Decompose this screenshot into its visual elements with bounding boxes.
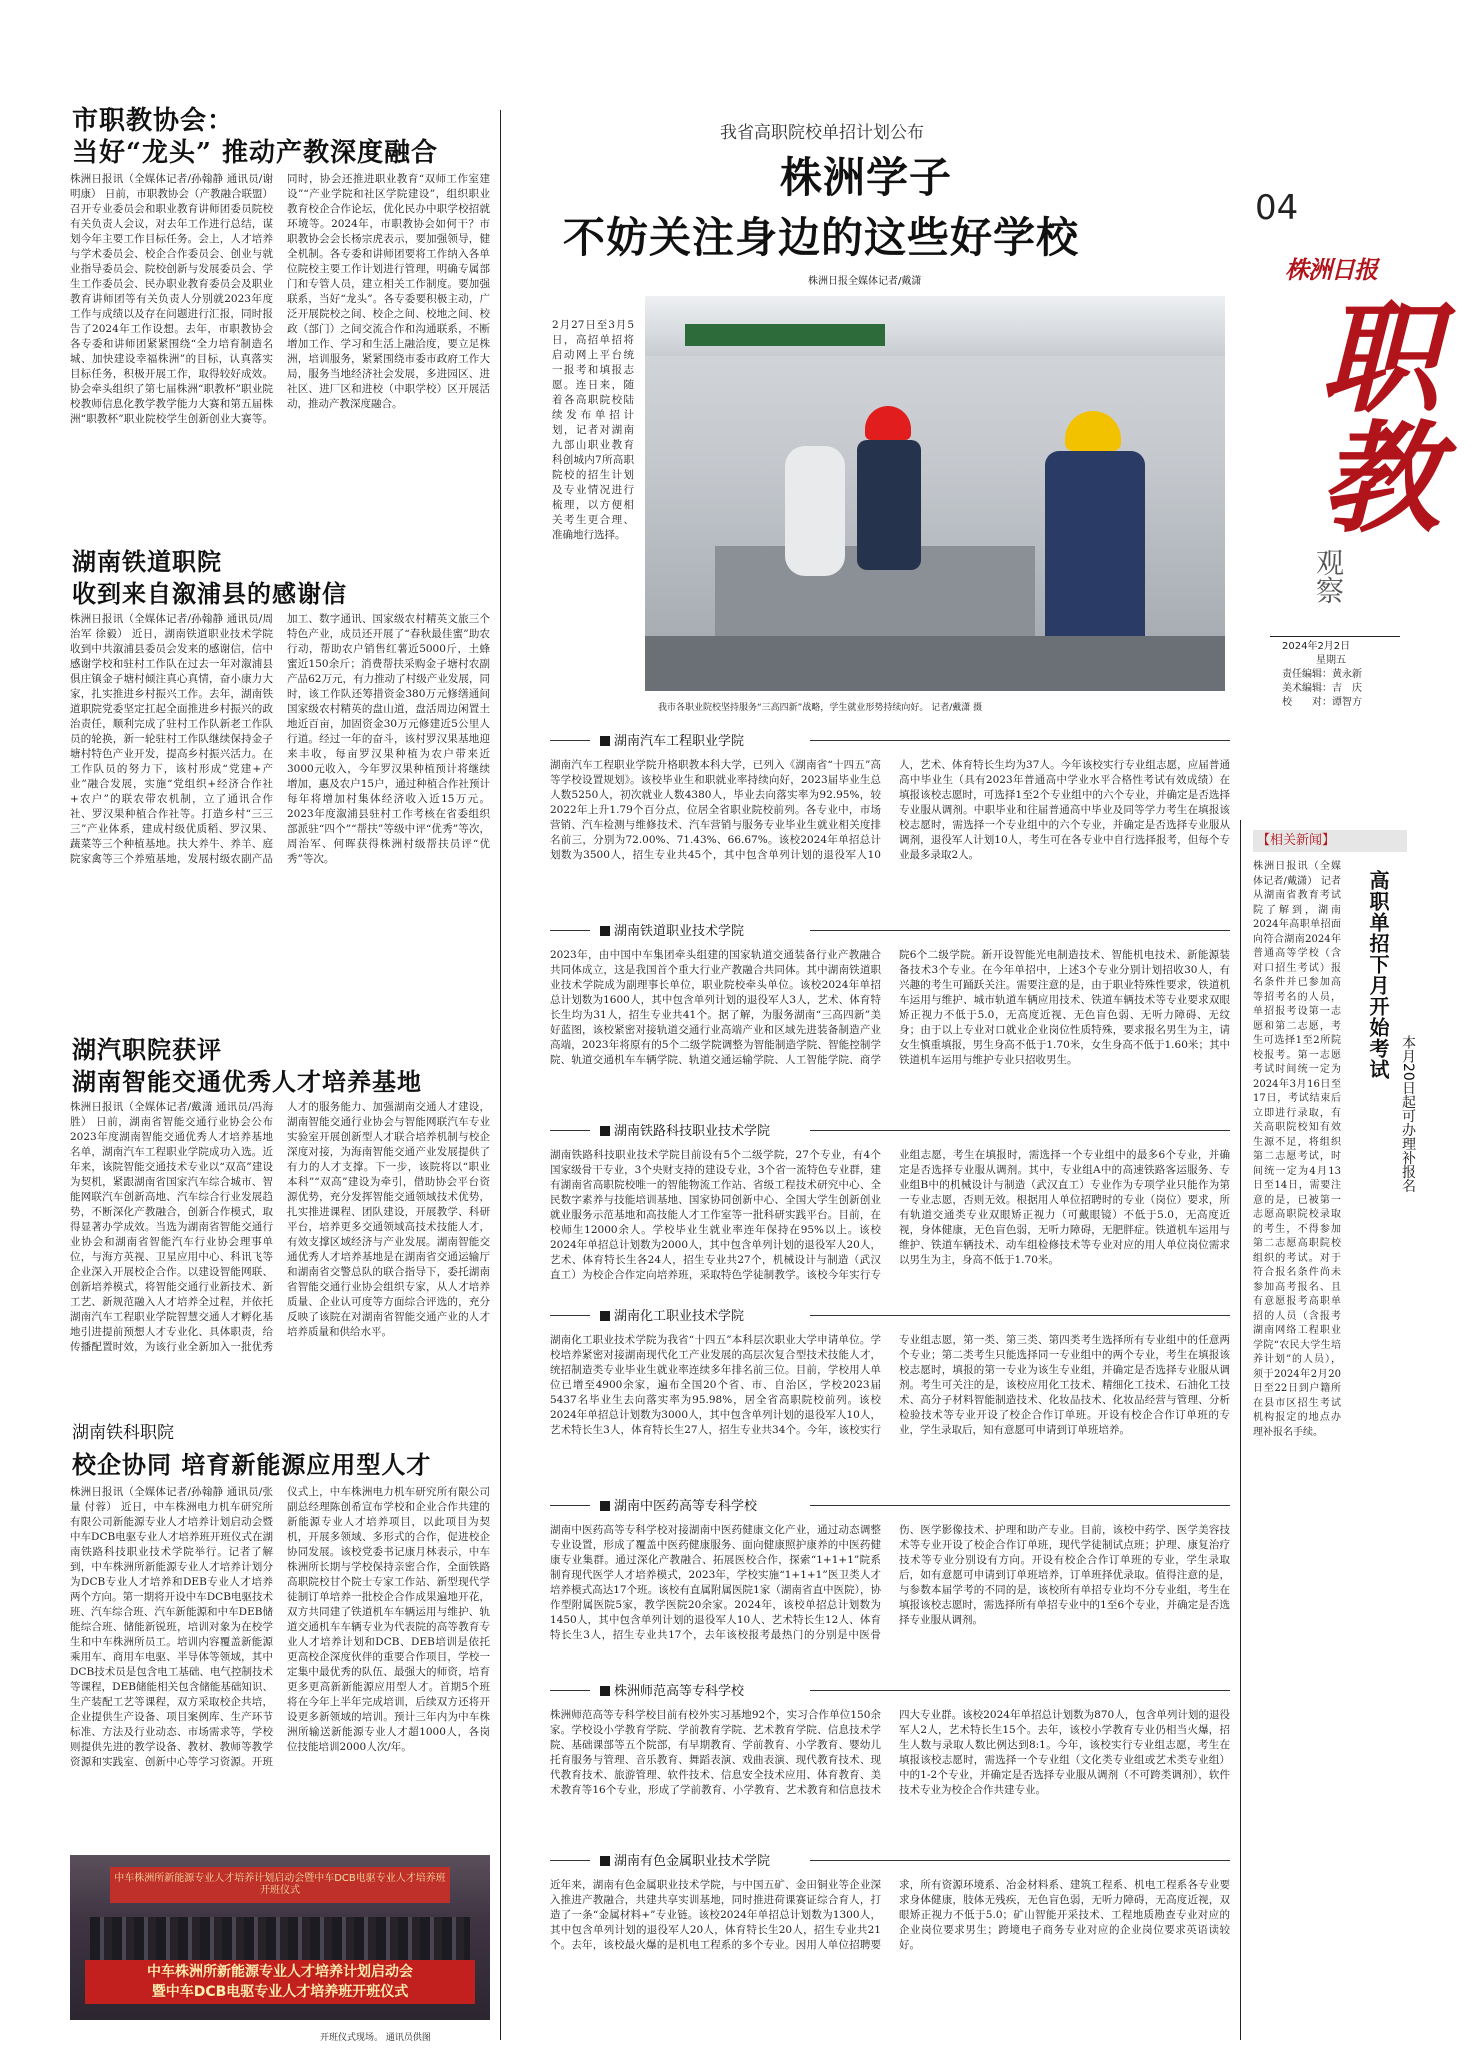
section-title: 湖南汽车工程职业学院: [614, 734, 745, 749]
main-title-line1: 株洲学子: [780, 153, 953, 202]
photo-banner-bottom: [85, 1960, 475, 2004]
section-rule-right: [810, 1315, 1230, 1316]
photo-banner-top: [110, 1867, 450, 1903]
photo-worker1-helmet: [865, 406, 911, 440]
section-body: 湖南化工职业技术学院为我省“十四五”本科层次职业大学申请单位。学校培养紧密对接湖南现代化工产业发展的高层次复合型技术技能人才，统招制造类专业毕业生就业率连续多年排名前三位。目前，学校用人单位已增至4900余家，遍布全国20个省、市、自治区，学校2023届5437名毕业生去向落实率为95.98%，居全省高职院校前列。该校2024年单招总计划数为3000人，其中包含单列计划的退役军人10人，艺术特长生3人，体育特长生27人，招生专业共34个。今年，该校实行专业组志愿，第一类、第三类、第四类考生选择所有专业组中的任意两个专业；第二类考生只能选择同一专业组中的两个专业，考生在填报该校志愿时，填报的第一专业为该生专业组，并确定是否选择专业服从调剂。考生可关注的是，该校应用化工技术、精细化工技术、石油化工技术、高分子材料智能制造技术、化妆品技术、化妆品经营与管理、分析检验技术等专业开设了校企合作订单班。开设有校企合作订单班的专业，学生录取后，知有意愿可申请到订单班培养。: [550, 1334, 1230, 1436]
section-title: 湖南铁道职业技术学院: [614, 924, 745, 939]
section-body: 湖南中医药高等专科学校对接湖南中医药健康文化产业，通过动态调整专业设置，形成了覆盖中医药健康服务、面向健康照护康养的中医药健康专业集群。通过深化产教融合、拓展医校合作，探索“1+1+1”院系制育现代医学人才培养模式，2023年，学校实施“1+1+1”医卫类人才培养模式高达17个班。该校有直属附属医院1家（湖南省直中医院），协作型附属医院5家，教学医院20余家。2024年，该校单招总计划数为1450人，其中包含单列计划的退役军人10人、艺术特长生12人、体育特长生3人，招生专业共17个，去年该校报考最热门的分别是中医骨伤、医学影像技术、护理和助产专业。目前，该校中药学、医学美容技术等专业开设了校企合作订单班，现代学徒制试点班；护理、康复治疗技术等专业分别设有方向。开设有校企合作订单班的专业，学生录取后，如有意愿可申请到订单班培养，订单班择优录取。值得注意的是，与参数本届学考的不同的是，该校所有单招专业均不分专业组，考生在填报该校志愿时，需选择所有单招专业中的1至6个专业，并确定是否选择专业服从调剂。: [550, 1524, 1230, 1641]
section-body: 近年来，湖南有色金属职业技术学院，与中国五矿、金田铜业等企业深入推进产教融合，共建共享实训基地，同时推进荷课赛证综合育人，打造了一条“金属材料+”专业链。该校2024年单招总计划数为1300人，其中包含单列计划的退役军人20人，体育特长生20人，招生专业共21个。去年，该校最火爆的是机电工程系的多个专业。因用人单位招聘要求，所有资源环境系、冶金材料系、建筑工程系、机电工程系各专业要求身体健康，肢体无残疾，无色盲色弱，无听力障碍，无高度近视，双眼矫正视力不低于5.0；矿山智能开采技术、工程地质勘查专业对应的企业岗位要求男生；跨境电子商务专业对应的企业岗位要求英语读较好。: [550, 1879, 1230, 1951]
ceremony-photo: [70, 1855, 490, 2020]
masthead-date: 2024年2月2日: [1282, 641, 1351, 652]
section-rule-right: [810, 1130, 1230, 1131]
main-photo: [645, 296, 1225, 691]
sidebar-title: 高职单招下月开始考试: [1366, 870, 1390, 1080]
story4-title: 校企协同 培育新能源应用型人才: [72, 1450, 432, 1479]
section-body: 湖南铁路科技职业技术学院目前设有5个二级学院，27个专业，有4个国家级骨干专业，3个央财支持的建设专业，3个省一流特色专业群，建有湖南省高职院校唯一的智能物流工作站、省级工程技术研究中心、全民数字素养与技能培训基地、国家协同创新中心、全国大学生创新创业就业服务示范基地和高技能人才工作室等一批科研实践平台。目前，在校师生12000余人。学校毕业生就业率连年保持在95%以上。该校2024年单招总计划数为2000人，其中包含单列计划的退役军人20人，艺术、体育特长生各24人，招生专业共27个，机械设计与制造（武汉直工）为校企合作定向培养班，采取特色学徒制教学。该校今年实行专业组志愿，考生在填报时，需选择一个专业组中的最多6个专业，并确定是否选择专业服从调剂。其中，专业组A中的高速铁路客运服务、专业组B中的机械设计与制造（武汉直工）专业作为专项学业只能作为第一专业志愿，否则无效。根据用人单位招聘时的专业（岗位）要求，所有轨道交通类专业双眼矫正视力（可戴眼镜）不低于5.0，无高度近视，身体健康，无色盲色弱，无听力障碍，无肥胖症。铁道机车运用与维护、铁道车辆技术、动车组检修技术等专业对应的用人单位岗位需求以男生为主，身高不低于1.70米。: [550, 1149, 1230, 1281]
masthead-weekday: 星期五: [1316, 655, 1346, 666]
section-header: [550, 920, 1230, 940]
section-marker-icon: [600, 926, 610, 936]
photo-banner-bottom-line2: 暨中车DCB电驱专业人才培养班开班仪式: [151, 1984, 409, 2000]
section-rule-right: [810, 740, 1230, 741]
main-sections: [550, 720, 1230, 2050]
photo-robot-arm: [785, 446, 845, 576]
main-title-line2: 不妨关注身边的这些好学校: [563, 213, 1080, 262]
story2-title-line1: 湖南铁道职院: [72, 547, 222, 576]
section-title: 湖南中医药高等专科学校: [614, 1499, 758, 1514]
section-rule-right: [810, 1690, 1230, 1691]
photo-banner-top-text: 中车株洲所新能源专业人才培养计划启动会暨中车DCB电驱专业人才培养班开班仪式: [114, 1873, 446, 1896]
story3-title-line1: 湖汽职院获评: [72, 1035, 222, 1064]
section-rule-right: [810, 1860, 1230, 1861]
masthead-info: [1282, 640, 1362, 710]
masthead-proofreader: 校 对：谭智方: [1282, 697, 1362, 708]
photo-worker2-helmet: [1065, 411, 1121, 451]
photo-floor: [645, 636, 1225, 691]
section-marker-icon: [600, 1126, 610, 1136]
section-name: 职教: [1300, 295, 1441, 535]
masthead-designer: 美术编辑：吉 庆: [1282, 683, 1362, 694]
sidebar-body: 株洲日报讯（全媒体记者/戴潇） 记者从湖南省教育考试院了解到，湖南2024年高职单招面向符合湖南2024年普通高等学校（含对口招生考试）报名条件并已参加高等招考名的人员，单招报考设第一志愿和第二志愿，考生可选择1至2所院校报考。第一志愿考试时间统一定为2024年3月16日至17日，考试结束后立即进行录取，有关高职院校知有效生源不足，将组织第二志愿考试，时间统一定为4月13日至14日，需要注意的是，已被第一志愿高职院校录取的考生，不得参加第二志愿高职院校组织的考试。对于符合报名条件尚未参加高考报名、且有意愿报考高职单招的人员（含报考湖南网络工程职业学院“农民大学生培养计划”的人员），须于2024年2月20日至22日到户籍所在县市区招生考试机构报定的地点办理补报名手续。: [1253, 861, 1341, 1438]
photo-crowd: [90, 1917, 470, 1961]
photo-worker2: [1045, 451, 1145, 651]
section-header: [550, 1850, 1230, 1870]
story1-title-line2: 当好“龙头” 推动产教深度融合: [72, 138, 438, 168]
section-rule-left: [550, 1315, 590, 1316]
left-column: [70, 100, 490, 2050]
section-title: 湖南有色金属职业技术学院: [614, 1854, 771, 1869]
photo-banner-bottom-line1: 中车株洲所新能源专业人才培养计划启动会: [147, 1964, 413, 1980]
sidebar-tag: 【相关新闻】: [1253, 830, 1407, 852]
paper-name: 株洲日报: [1285, 255, 1377, 284]
section-header: [550, 1305, 1230, 1325]
section-header: [550, 730, 1230, 750]
section-rule-left: [550, 740, 590, 741]
section-body: 2023年，由中国中车集团牵头组建的国家轨道交通装备行业产教融合共同体成立，这是我国首个重大行业产教融合共同体。其中湖南铁道职业技术学院成为副理事长单位，职业院校牵头单位。该校2024年单招总计划数为1600人，其中包含单列计划的退役军人3人，艺术、体育特长生均为31人，招生专业共41个。据了解，为服务湖南“三高四新”美好蓝图，该校紧密对接轨道交通行业高端产业和区域先进装备制造产业高端，2023年将原有的5个二级学院调整为智能制造学院、智能控制学院、轨道交通机车车辆学院、轨道交通运输学院、人工智能学院、商学院6个二级学院。新开设智能光电制造技术、智能机电技术、新能源装备技术3个专业。在今年单招中，上述3个专业分别计划招收30人，有兴趣的考生可踊跃关注。需要注意的是，由于职业特殊性要求，铁道机车运用与维护、城市轨道车辆应用技术、铁道车辆技术等专业要求双眼矫正视力不低于5.0，无高度近视、无色盲色弱、无听力障碍、无纹身；由于以上专业对口就业企业岗位性质特殊，要求报名男生为主，请女生慎重填报，男生身高不低于1.70米，女生身高不低于1.60米；其中铁道机车运用与维护专业只招收男生。: [550, 949, 1230, 1066]
story3-body: 株洲日报讯（全媒体记者/戴潇 通讯员/冯海胜） 日前，湖南省智能交通行业协会公布2023年度湖南智能交通优秀人才培养基地名单，湖南汽车工程职业学院成功入选。近年来，该院智能交通技术专业以“双高”建设为契机，紧跟湖南省国家汽车综合城市、智能网联汽车创新高地、汽车综合行业发展趋势，不断深化产教融合，创新合作模式，取得显著办学成效。当选为湖南省智能交通行业协会和湖南省智能汽车行业协会理事单位，与海方英视、卫星应用中心、科讯飞等企业深入开展校企合作。以建设智能网联、创新培养模式，将智能交通行业新技术、新工艺、新规范融入人才培养全过程，并依托湖南汽车工程职业学院智慧交通人才孵化基地引进提前预想人才专业化、具体职责，给传播配置时效，为该行业全新加入一批优秀人才的服务能力、加强湖南交通人才建设，湖南智能交通行业协会与智能网联汽车专业实验室开展创新型人才联合培养机制与校企深度对接，为海南智能交通产业发展提供了有力的人才支撑。下一步，该院将以“职业本科”“双高”建设为牵引，借助协会平台资源优势，充分发挥智能交通领域技术优势，扎实推进课程、团队建设，开展教学、科研平台，培养更多交通领域高技术技能人才，有效支撑区域经济与产业发展。湖南智能交通优秀人才培养基地是在湖南省交通运输厅和湖南省交警总队的联合指导下，委托湖南省智能交通行业协会组织专家，从人才培养质量、企业认可度等方面综合评选的，充分反映了该院在对湖南省智能交通产业的人才培养质量和供给水平。: [70, 1101, 490, 1353]
section-header: [550, 1120, 1230, 1140]
section-marker-icon: [600, 1686, 610, 1696]
story4-body: 株洲日报讯（全媒体记者/孙翰静 通讯员/张量 付蓉） 近日，中车株洲电力机车研究所有限公司新能源专业人才培养计划启动会暨中车DCB电驱专业人才培养班开班仪式在湖南铁路科技职业技术学院举行。记者了解到，中车株洲所新能源专业人才培养计划分为DCB专业人才培养和DEB专业人才培养两个方向。第一期将开设中车DCB电驱技术班、汽车综合班、汽车新能源和中车DEB储能综合班、储能新锐班，培训对象为在校学生和中车株洲所员工。培训内容覆盖新能源乘用车、商用车电驱、半导体等领域，其中DCB技术员是包含电工基础、电气控制技术等课程，DEB储能相关包含储能基础知识、生产装配工艺等课程，双方采取校企共培，企业提供生产设备、项目案例库、生产环节标准、方法及行业动态、市场需求等，学校则提供先进的教学设备、教材、教师等教学资源和实践室、创新中心等学习资源。开班仪式上，中车株洲电力机车研究所有限公司副总经理陈创希宣布学校和企业合作共建的新能源专业人才培养项目，以此项目为契机，开展多领域、多形式的合作，促进校企协同发展。该校党委书记康月林表示，中车株洲所长期与学校保持亲密合作，全面铁路高职院校甘个院士专家工作站、新型现代学徒制订单培养一批校企合作成果遍地开花，双方共同建了铁道机车车辆运用与维护、轨道交通机车车辆专业为代表院的高等教育专业人才培养计划和DCB、DEB培训是依托更高校企深度伙伴的重要合作项目，学校一定集中最优秀的队伍、最强大的师资，培育更多更高新新能源应用型人才。首期5个班将在今年上半年完成培训，后续双方还将开设更多新领域的培训。预计三年内为中车株洲所输送新能源专业人才超1000人，各岗位技能培训2000人次/年。: [70, 1486, 490, 1768]
sidebar-subtitle: 本月20日起可办理补报名: [1400, 1035, 1416, 1193]
section-rule-left: [550, 1860, 590, 1861]
section-title: 湖南化工职业技术学院: [614, 1309, 745, 1324]
section-rule-left: [550, 1130, 590, 1131]
main-lead: 2月27日至3月5日，高招单招将启动网上平台统一报考和填报志愿。连日来，随着各高职院校陆续发布单招计划，记者对湖南九部山职业教育科创城内7所高职院校的招生计划及专业情况进行梳理，以方便相关考生更合理、准确地行选择。: [552, 319, 634, 541]
section-marker-icon: [600, 736, 610, 746]
section-marker-icon: [600, 1856, 610, 1866]
story1-body: 株洲日报讯（全媒体记者/孙翰静 通讯员/谢明康） 日前，市职教协会（产教融合联盟）召开专业委员会和职业教育讲师团委员院校有关负责人会议，对去年工作进行总结，谋划今年主要工作目标任务。会上，人才培养与学术委员会、校企合作委员会、创业与就业指导委员会、院校创新与发展委员会、学生工作委员会、民办职业教育委员会及职业教育讲师团等有关负责人分别就2023年度工作与成绩以及存在问题进行汇报，同时报告了2024年工作设想。去年，市职教协会各专委和讲师团紧紧围绕“全力培育制造名城、加快建设幸福株洲”的目标，认真落实目标任务，积极开展工作，取得较好成效。协会牵头组织了第七届株洲“职教杯”职业院校教师信息化教学教学能力大赛和第五届株洲“职教杯”职业院校学生创新创业大赛等。同时，协会还推进职业教育“双师工作室建设”“产业学院和社区学院建设”，组织职业教育校企合作论坛，优化民办中职学校招就环境等。2024年，市职教协会如何干？市职教协会会长杨宗虎表示，要加强领导，健全机制。各专委和讲师团要将工作纳入各单位院校主要工作计划进行管理，明确专属部门和专管人员，建立相关工作制度。要加强联系，当好“龙头”。各专委要积极主动，广泛开展院校之间、校企之间、校地之间、校政（部门）之间交流合作和沟通联系，不断增加工作、学习和生活上融洽度，要立足株洲，培训服务，紧紧围绕市委市政府工作大局，服务当地经济社会发展，多进园区、进社区、进厂区和进校（中职学校）区开展活动，推动产教深度融合。: [70, 173, 490, 425]
main-kicker: 我省高职院校单招计划公布: [720, 123, 924, 143]
section-title: 湖南铁路科技职业技术学院: [614, 1124, 771, 1139]
divider-left: [500, 110, 501, 2040]
section-title: 株洲师范高等专科学校: [614, 1684, 745, 1699]
section-body: 株洲师范高等专科学校目前有校外实习基地92个，实习合作单位150余家。学校设小学教育学院、学前教育学院、艺术教育学院、信息技术学院、基础课部等五个院部，有早期教育、学前教育、小学教育、婴幼儿托育服务与管理、音乐教育、舞蹈表演、戏曲表演、现代教育技术、现代教育技术、旅游管理、软件技术、信息安全技术应用、体育教育、美术教育等16个专业，形成了学前教育、小学教育、艺术教育和信息技术四大专业群。该校2024年单招总计划数为870人，包含单列计划的退役军人2人，艺术特长生15个。去年，该校小学教育专业仍相当火爆，招生人数与录取人数比例达到8:1。今年，该校实行专业组志愿，考生在填报该校志愿时，需选择一个专业组（文化类专业组或艺术类专业组）中的1-2个专业，并确定是否选择专业服从调剂（不可跨类调剂），软件技术专业为校企合作共建专业。: [550, 1709, 1230, 1796]
photo-sign: [685, 324, 885, 346]
section-rule-left: [550, 1505, 590, 1506]
section-header: [550, 1495, 1230, 1515]
section-rule-right: [810, 930, 1230, 931]
story2-body: 株洲日报讯（全媒体记者/孙翰静 通讯员/周治军 徐毅） 近日，湖南铁道职业技术学院收到中共溆浦县委员会发来的感谢信，信中感谢学校和驻村工作队在过去一年对溆浦县俱庄镇金子塘村倾注真心真情，奋小康力大家，扎实推进乡村振兴工作。去年，湖南铁道职院党委坚定扛起全面推进乡村振兴的政治责任，顺利完成了驻村工作队新老工作队员的轮换，新一轮驻村工作队继续保持金子塘村特色产业开发，提高乡村振兴活力。在工作队员的努力下，该村形成“党建+产业”融合发展，实施“党组织+经济合作社+农户”的联农带农机制，立了通讯合作社、罗汉果种植合作社等。打造乡村“三三三”产业体系，建成村级优质稻、罗汉果、蔬菜等三个种植基地。扶大养牛、养羊、庭院家禽等三个养殖基地，发展村级农副产品加工、数字通讯、国家级农村精英文旅三个特色产业，成员还开展了“春秋最佳蜜”助农行动，帮助农户销售红薯近5000斤，土蜂蜜近150余斤；消费帮扶采购金子塘村农副产品62万元，有力推动了村级产业发展，同时，该工作队还筹措资金380万元修缮通间国家级农村精英的盘山道，盘活周边闲置土地近百亩，加固资金30万元修建近5公里人行道。经过一年的奋斗，该村罗汉果基地迎来丰收，每亩罗汉果种植为农户带来近3000元收入，今年罗汉果种植预计将继续增加，惠及农户15户，通过种植合作社预计每年将增加村集体经济收入近15万元。2023年度溆浦县驻村工作考核在省委组织部派驻“四个”“帮扶”等级中评“优秀”等次，周治军、何晖获得株洲村级帮扶员评“优秀”等次。: [70, 613, 490, 865]
page-number: 04: [1255, 188, 1299, 228]
divider-right: [1240, 820, 1241, 2040]
main-photo-caption: 我市各职业院校坚持服务“三高四新”战略，学生就业形势持续向好。 记者/戴潇 摄: [658, 703, 983, 713]
section-marker-icon: [600, 1501, 610, 1511]
masthead-editor: 责任编辑：黄永新: [1282, 669, 1362, 680]
section-body: 湖南汽车工程职业学院升格职教本科大学，已列入《湖南省“十四五”高等学校设置规划》。该校毕业生和职就业率持续向好，2023届毕业生总人数5250人，初次就业人数4380人，毕业去向落实率为92.95%，较2022年上升1.79个百分点，位居全省职业院校前列。各专业中，市场营销、汽车检测与维修技术、汽车营销与服务专业毕业生就业相关度排名前三，分别为72.00%、71.43%、66.67%。该校2024年单招总计划数为3500人，招生专业共45个，其中包含单列计划的退役军人10人，艺术、体育特长生均为37人。今年该校实行专业组志愿，应届普通高中毕业生（具有2023年普通高中学业水平合格性考试有效成绩）在填报该校志愿时，可选择1至2个专业组中的六个专业，并确定是否选择专业服从调剂。中职毕业和往届普通高中毕业及同等学力考生在填报该校志愿时，需选择一个专业组中的六个专业，并确定是否选择专业服从调剂，退役军人计划10人，考生可在各专业中自行选择报考，但每个专业最多录取2人。: [550, 759, 1230, 861]
main-byline: 株洲日报全媒体记者/戴潇: [808, 276, 922, 287]
section-header: [550, 1680, 1230, 1700]
photo-worker1: [857, 440, 921, 570]
story1-title-line1: 市职教协会：: [72, 106, 235, 136]
section-marker-icon: [600, 1311, 610, 1321]
section-sub: 观察: [1312, 548, 1345, 604]
masthead-rule: [1270, 636, 1400, 637]
ceremony-photo-caption: 开班仪式现场。 通讯员供图: [320, 2033, 431, 2043]
section-rule-right: [810, 1505, 1230, 1506]
section-rule-left: [550, 930, 590, 931]
story4-kicker: 湖南铁科职院: [72, 1423, 174, 1443]
story3-title-line2: 湖南智能交通优秀人才培养基地: [72, 1067, 422, 1096]
story2-title-line2: 收到来自溆浦县的感谢信: [72, 579, 347, 608]
section-rule-left: [550, 1690, 590, 1691]
